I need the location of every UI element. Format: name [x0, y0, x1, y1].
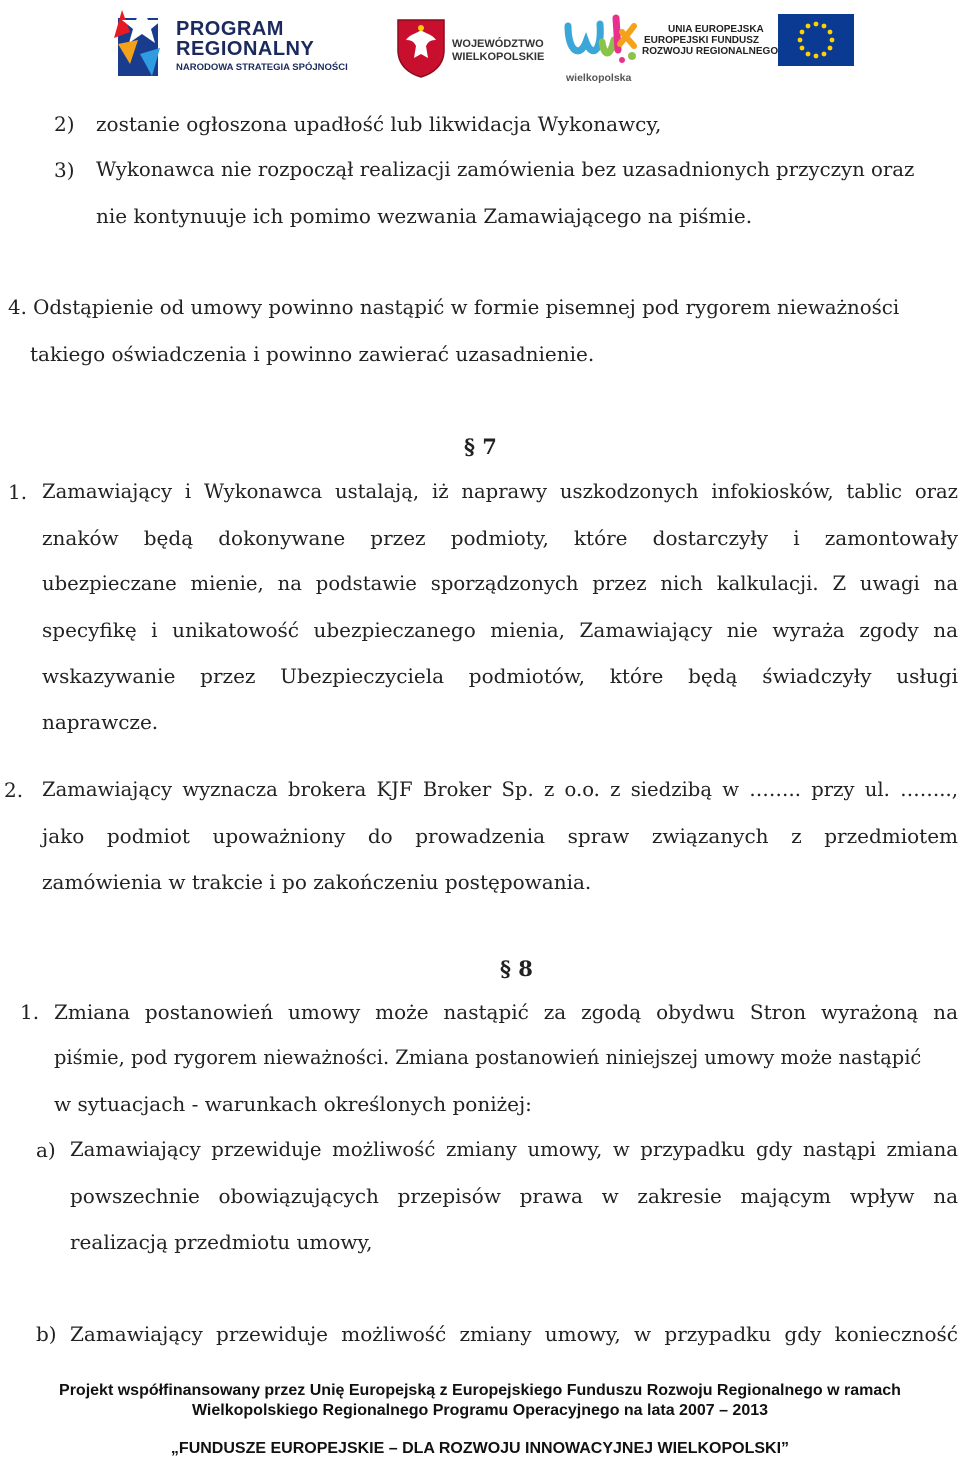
footer-line2: Wielkopolskiego Regionalnego Programu Operacyjnego na lata 2007 – 2013 — [191, 1402, 769, 1419]
program-regionalny-logo — [112, 4, 362, 84]
list-item-2-text: zostanie ogłoszona upadłość lub likwidacja Wykonawcy, — [96, 112, 662, 136]
coat-of-arms-icon — [396, 18, 446, 78]
section-7-p1-line1: Zamawiający i Wykonawca ustalają, iż naprawy uszkodzonych infokiosków, tablic oraz — [42, 480, 958, 503]
section-8-a-line1: Zamawiający przewiduje możliwość zmiany umowy, w przypadku gdy nastąpi zmiana — [70, 1138, 958, 1161]
section-8-p1-number: 1. — [20, 1000, 40, 1024]
point-4-line2: takiego oświadczenia i powinno zawierać uzasadnienie. — [30, 342, 595, 366]
section-7-p1-line2: znaków będą dokonywane przez podmioty, które dostarczyły i zamontowały — [42, 526, 958, 550]
section-8-b-number: b) — [36, 1322, 57, 1346]
eu-line2: EUROPEJSKI FUNDUSZ — [644, 35, 760, 46]
voivodeship-line1: WOJEWÓDZTWO — [452, 38, 544, 50]
section-8-a-number: a) — [36, 1138, 56, 1162]
section-8-b-line1: Zamawiający przewiduje możliwość zmiany umowy, w przypadku gdy konieczność — [70, 1322, 958, 1346]
section-8-p1-line2: piśmie, pod rygorem nieważności. Zmiana postanowień niniejszej umowy może nastąpić — [54, 1046, 922, 1069]
section-7-p1-number: 1. — [8, 480, 28, 504]
program-regionalny-emblem-icon — [112, 4, 172, 82]
section-7-p1-line3: ubezpieczane mienie, na podstawie sporządzonych przez nich kalkulacji. Z uwagi na — [42, 572, 958, 595]
program-title-2: REGIONALNY — [176, 38, 315, 60]
list-item-2-number: 2) — [54, 112, 75, 136]
eu-fund-logo — [642, 14, 858, 68]
wlkp-brand-text: wielkopolska — [566, 72, 632, 84]
section-8-p1-line3: w sytuacjach - warunkach określonych poniżej: — [54, 1092, 532, 1116]
list-item-3-line1: Wykonawca nie rozpoczął realizacji zamówienia bez uzasadnionych przyczyn oraz — [96, 158, 915, 181]
section-8-a-line2: powszechnie obowiązujących przepisów prawa w zakresie mającym wpływ na — [70, 1184, 958, 1208]
program-subtitle: NARODOWA STRATEGIA SPÓJNOŚCI — [176, 62, 348, 73]
section-7-p2-number: 2. — [4, 778, 24, 802]
footer-line1: Projekt współfinansowany przez Unię Europejską z Europejskiego Funduszu Rozwoju Regionalnego w ramach — [59, 1382, 901, 1399]
eu-line1: UNIA EUROPEJSKA — [668, 24, 764, 35]
wielkopolska-logo — [564, 12, 640, 88]
section-8-p1-line1: Zmiana postanowień umowy może nastąpić za zgodą obydwu Stron wyrażoną na — [54, 1000, 958, 1024]
list-item-3-line2: nie kontynuuje ich pomimo wezwania Zamawiającego na piśmie. — [96, 204, 753, 228]
section-7-p1-line4: specyfikę i unikatowość ubezpieczanego mienia, Zamawiający nie wyraża zgody na — [42, 618, 958, 642]
section-8-a-line3: realizacją przedmiotu umowy, — [70, 1230, 373, 1254]
section-7-p2-line3: zamówienia w trakcie i po zakończeniu postępowania. — [42, 870, 592, 894]
point-4-line1: 4. Odstąpienie od umowy powinno nastąpić w formie pisemnej pod rygorem nieważności — [8, 296, 900, 319]
section-8-title: § 8 — [500, 956, 533, 981]
program-title: PROGRAM — [176, 18, 284, 40]
section-7-p1-line6: naprawcze. — [42, 710, 159, 734]
wojewodztwo-logo — [396, 18, 546, 80]
wlkp-brand-icon — [564, 12, 640, 72]
eu-flag-icon — [778, 14, 854, 66]
voivodeship-line2: WIELKOPOLSKIE — [452, 51, 545, 63]
footer-line3: „FUNDUSZE EUROPEJSKIE – DLA ROZWOJU INNOWACYJNEJ WIELKOPOLSKI” — [170, 1440, 790, 1457]
eu-line3: ROZWOJU REGIONALNEGO — [642, 46, 779, 57]
list-item-3-number: 3) — [54, 158, 75, 182]
section-7-p2-line2: jako podmiot upoważniony do prowadzenia spraw związanych z przedmiotem — [42, 824, 958, 848]
section-7-p2-line1: Zamawiający wyznacza brokera KJF Broker Sp. z o.o. z siedzibą w …….. przy ul. …….., — [42, 778, 958, 801]
logo-header — [0, 0, 960, 92]
section-7-p1-line5: wskazywanie przez Ubezpieczyciela podmiotów, które będą świadczyły usługi — [42, 664, 958, 688]
section-7-title: § 7 — [464, 434, 497, 459]
